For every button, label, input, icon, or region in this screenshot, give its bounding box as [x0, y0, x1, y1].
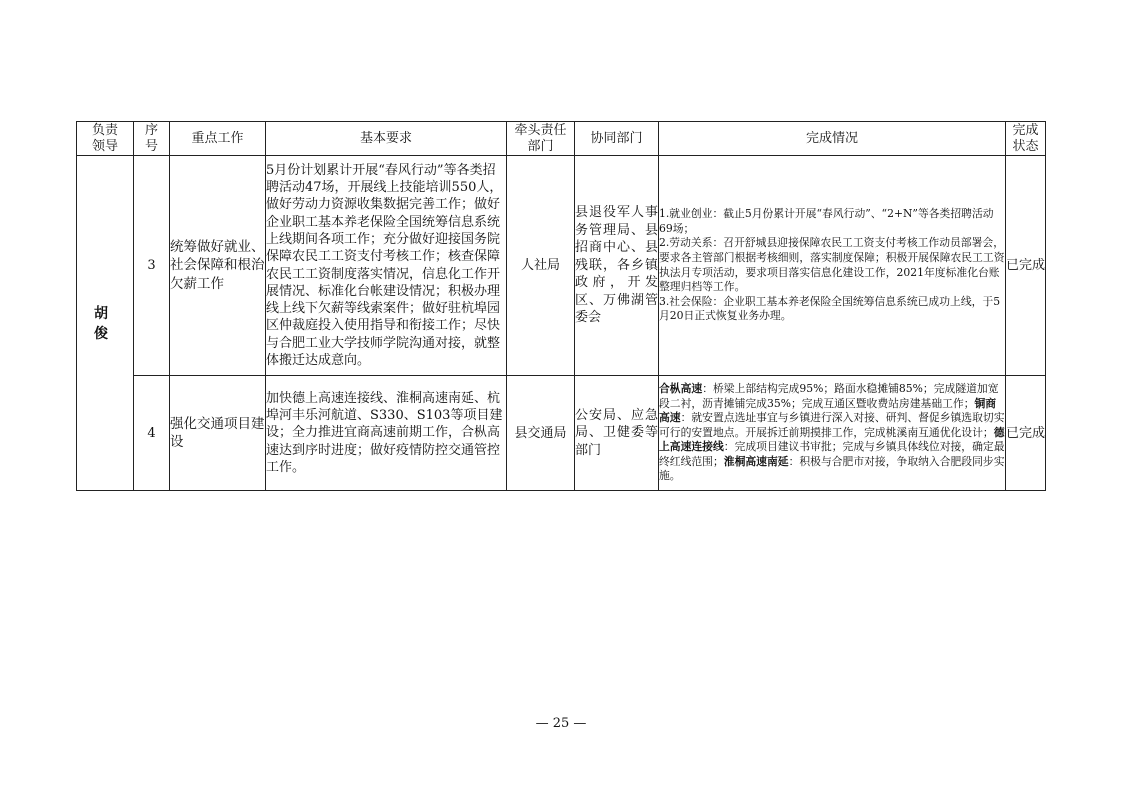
row-coop-dept: 县退役军人事务管理局、县招商中心、县残联，各乡镇政府，开发区、万佛湖管委会: [575, 156, 659, 376]
row-seq: 3: [134, 156, 170, 376]
project-label: 德上高速连接线: [659, 425, 1005, 454]
row-key-work: 强化交通项目建设: [170, 376, 266, 491]
header-status: 完成 状态: [1006, 122, 1046, 156]
project-progress: ：完成项目建议书审批；完成与乡镇具体线位对接，确定最终红线范围；: [659, 440, 1005, 468]
header-lead-dept: 牵头责任 部门: [507, 122, 575, 156]
row-completion: [659, 156, 1006, 376]
leader-name: 胡 俊: [77, 156, 134, 491]
table-row: [77, 376, 1046, 491]
header-coop-dept: 协同部门: [575, 122, 659, 156]
work-progress-table: [76, 121, 1046, 491]
header-seq: 序 号: [134, 122, 170, 156]
row-requirements: 5月份计划累计开展“春风行动”等各类招聘活动47场，开展线上技能培训550人，做好劳动力资源收集数据完善工作；做好企业职工基本养老保险全国统筹信息系统上线期间各项工作；充分做好迎接国务院保障农民工工资支付考核工作；核查保障农民工工资制度落实情况，信息化工作开展情况、标准化台帐建设情况；积极办理线上线下欠薪等线索案件；做好驻杭埠园区仲裁庭投入使用指导和衔接工作；尽快与合肥工业大学技师学院沟通对接，就整体搬迁达成意向。: [266, 156, 507, 376]
page-number: — 25 —: [535, 716, 587, 731]
header-completion: 完成情况: [659, 122, 1006, 156]
row-lead-dept: 人社局: [507, 156, 575, 376]
completion-item: 1.就业创业：截止5月份累计开展“春风行动”、“2+N”等各类招聘活动69场；: [659, 207, 994, 235]
row-lead-dept: 县交通局: [507, 376, 575, 491]
row-completion: [659, 376, 1006, 491]
header-requirements: 基本要求: [266, 122, 507, 156]
row-requirements: 加快德上高速连接线、淮桐高速南延、杭埠河丰乐河航道、S330、S103等项目建设；全力推进宜商高速前期工作，合枞高速达到序时进度；做好疫情防控交通管控工作。: [266, 376, 507, 491]
completion-item: 2.劳动关系：召开舒城县迎接保障农民工工资支付考核工作动员部署会，要求各主管部门根据考核细则，落实制度保障；积极开展保障农民工工资执法月专项活动，要求项目落实信息化建设工作，2021年度标准化台账整理归档等工作。: [659, 236, 1005, 294]
row-seq: 4: [134, 376, 170, 491]
table-row: [77, 156, 1046, 376]
project-label: 合枞高速: [659, 381, 703, 395]
project-progress: ：积极与合肥市对接，争取纳入合肥段同步实施。: [659, 454, 1005, 483]
completion-item: 3.社会保险：企业职工基本养老保险全国统筹信息系统已成功上线，于5月20日正式恢复业务办理。: [659, 294, 1001, 323]
row-status: 已完成: [1006, 376, 1046, 491]
table-header-row: [77, 122, 1046, 156]
header-key-work: 重点工作: [170, 122, 266, 156]
project-progress: ：桥梁上部结构完成95%；路面水稳摊铺85%；完成隧道加宽段二衬，沥青摊铺完成35%；完成互通区暨收费站房建基础工作；: [659, 381, 999, 410]
row-key-work: 统筹做好就业、社会保障和根治欠薪工作: [170, 156, 266, 376]
project-label: 铜商高速: [659, 396, 997, 425]
project-label: 淮桐高速南延: [723, 454, 789, 468]
row-status: 已完成: [1006, 156, 1046, 376]
header-leader: 负责 领导: [77, 122, 134, 156]
row-coop-dept: 公安局、应急局、卫健委等部门: [575, 376, 659, 491]
project-progress: ：就安置点选址事宜与乡镇进行深入对接、研判、督促乡镇选取切实可行的安置地点。开展拆迁前期摸排工作，完成桃溪南互通优化设计；: [659, 411, 1005, 439]
